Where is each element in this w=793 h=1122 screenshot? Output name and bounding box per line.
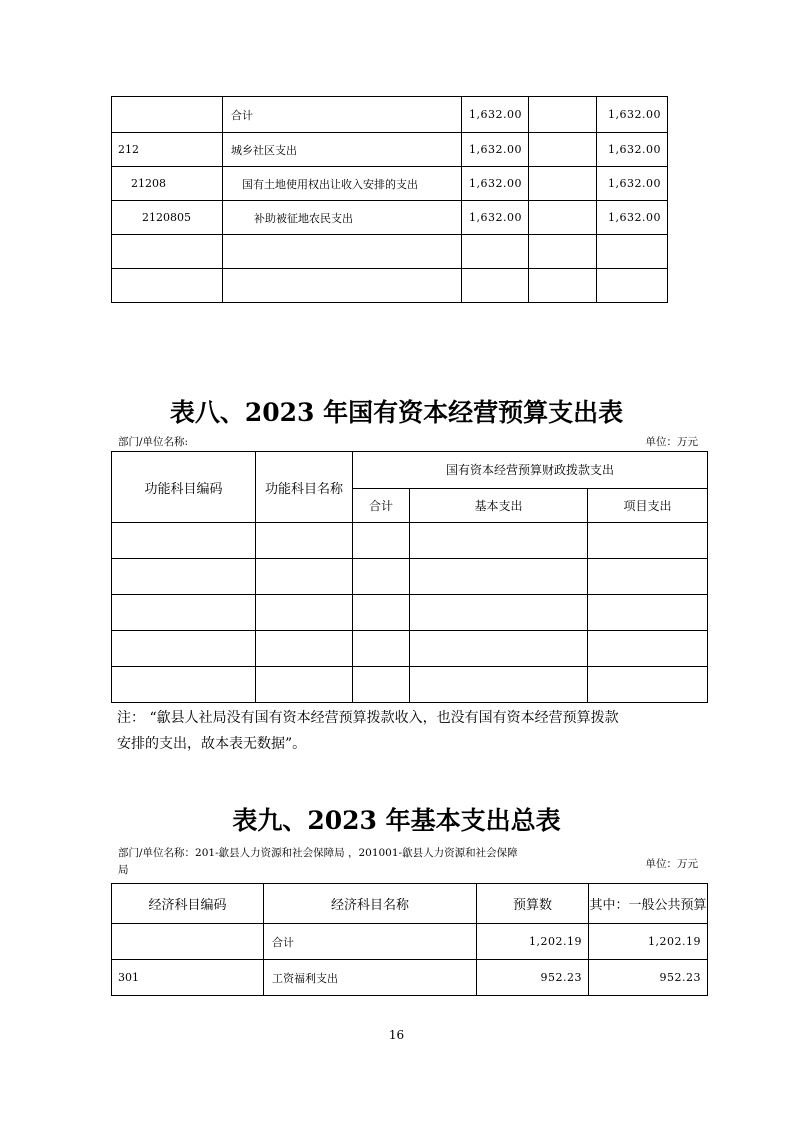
header-basic: 基本支出 [410,488,588,523]
empty-cell [256,595,353,631]
empty-cell [256,631,353,667]
empty-cell [112,269,223,303]
code-cell [112,924,264,960]
empty-cell [588,559,708,595]
empty-cell [597,269,668,303]
empty-cell [112,235,223,269]
dept-label: 部门/单位名称：201-歙县人力资源和社会保障局 ，201001-歙县人力资源和社会保障 [118,847,518,859]
empty-cell [462,235,529,269]
empty-cell [112,631,256,667]
empty-cell [597,235,668,269]
budget-table-9 [111,883,708,996]
dept-label-continued: 局 [118,864,129,876]
header-project: 项目支出 [588,488,708,523]
header-name: 经济科目名称 [264,884,477,924]
table-row [112,167,668,201]
empty-cell [353,595,410,631]
value-cell: 1,632.00 [597,133,668,167]
value-cell: 1,202.19 [589,924,708,960]
table-row [112,631,708,667]
header-total: 合计 [353,488,410,523]
empty-cell [256,667,353,703]
empty-cell [410,559,588,595]
table-row [112,595,708,631]
unit-label: 单位：万元 [645,436,698,448]
empty-cell [223,235,462,269]
value-cell: 952.23 [477,960,589,996]
header-general: 其中：一般公共预算 [589,884,708,924]
table-row [112,133,668,167]
header-code: 功能科目编码 [112,452,256,523]
empty-cell [353,523,410,559]
empty-cell [588,667,708,703]
header-row [112,452,708,489]
header-code: 经济科目编码 [112,884,264,924]
name-cell: 合计 [223,97,462,133]
value-cell [529,167,597,201]
value-cell: 1,632.00 [597,167,668,201]
value-cell: 1,632.00 [462,167,529,201]
table-row [112,201,668,235]
value-cell: 1,632.00 [462,201,529,235]
header-group: 国有资本经营预算财政拨款支出 [353,452,708,489]
table-row [112,235,668,269]
empty-cell [112,667,256,703]
table-8-title: 表八、2023 年国有资本经营预算支出表 [169,398,624,427]
table-row [112,667,708,703]
empty-cell [112,595,256,631]
table-row [112,924,708,960]
empty-cell [588,595,708,631]
empty-cell [410,595,588,631]
empty-cell [529,269,597,303]
empty-cell [353,631,410,667]
value-cell [529,133,597,167]
header-budget: 预算数 [477,884,589,924]
code-cell [112,97,223,133]
page-number: 16 [388,1028,405,1042]
table-row [112,97,668,133]
name-cell: 工资福利支出 [264,960,477,996]
name-cell: 合计 [264,924,477,960]
header-name: 功能科目名称 [256,452,353,523]
name-cell: 国有土地使用权出让收入安排的支出 [223,167,462,201]
note-line-1: 注： “歙县人社局没有国有资本经营预算拨款收入，也没有国有资本经营预算拨款 [117,710,619,726]
empty-cell [353,559,410,595]
code-cell: 212 [112,133,223,167]
empty-cell [112,559,256,595]
note-line-2: 安排的支出，故本表无数据”。 [117,736,307,752]
empty-cell [353,667,410,703]
budget-table-8 [111,451,708,703]
value-cell [529,97,597,133]
table-row [112,960,708,996]
empty-cell [223,269,462,303]
empty-cell [256,559,353,595]
value-cell: 1,632.00 [597,97,668,133]
table-9-title: 表九、2023 年基本支出总表 [232,806,561,835]
value-cell: 952.23 [589,960,708,996]
name-cell: 补助被征地农民支出 [223,201,462,235]
name-cell: 城乡社区支出 [223,133,462,167]
code-cell: 21208 [112,167,223,201]
header-row [112,884,708,924]
table-row [112,559,708,595]
empty-cell [410,523,588,559]
value-cell [529,201,597,235]
empty-cell [588,631,708,667]
dept-label: 部门/单位名称: [118,436,189,448]
value-cell: 1,632.00 [597,201,668,235]
table-row [112,523,708,559]
value-cell: 1,202.19 [477,924,589,960]
value-cell: 1,632.00 [462,97,529,133]
budget-table-7-tail [111,96,668,303]
code-cell: 301 [112,960,264,996]
empty-cell [410,631,588,667]
empty-cell [588,523,708,559]
value-cell: 1,632.00 [462,133,529,167]
table-row [112,269,668,303]
empty-cell [529,235,597,269]
empty-cell [410,667,588,703]
empty-cell [112,523,256,559]
empty-cell [462,269,529,303]
empty-cell [256,523,353,559]
code-cell: 2120805 [112,201,223,235]
unit-label: 单位：万元 [645,858,698,870]
